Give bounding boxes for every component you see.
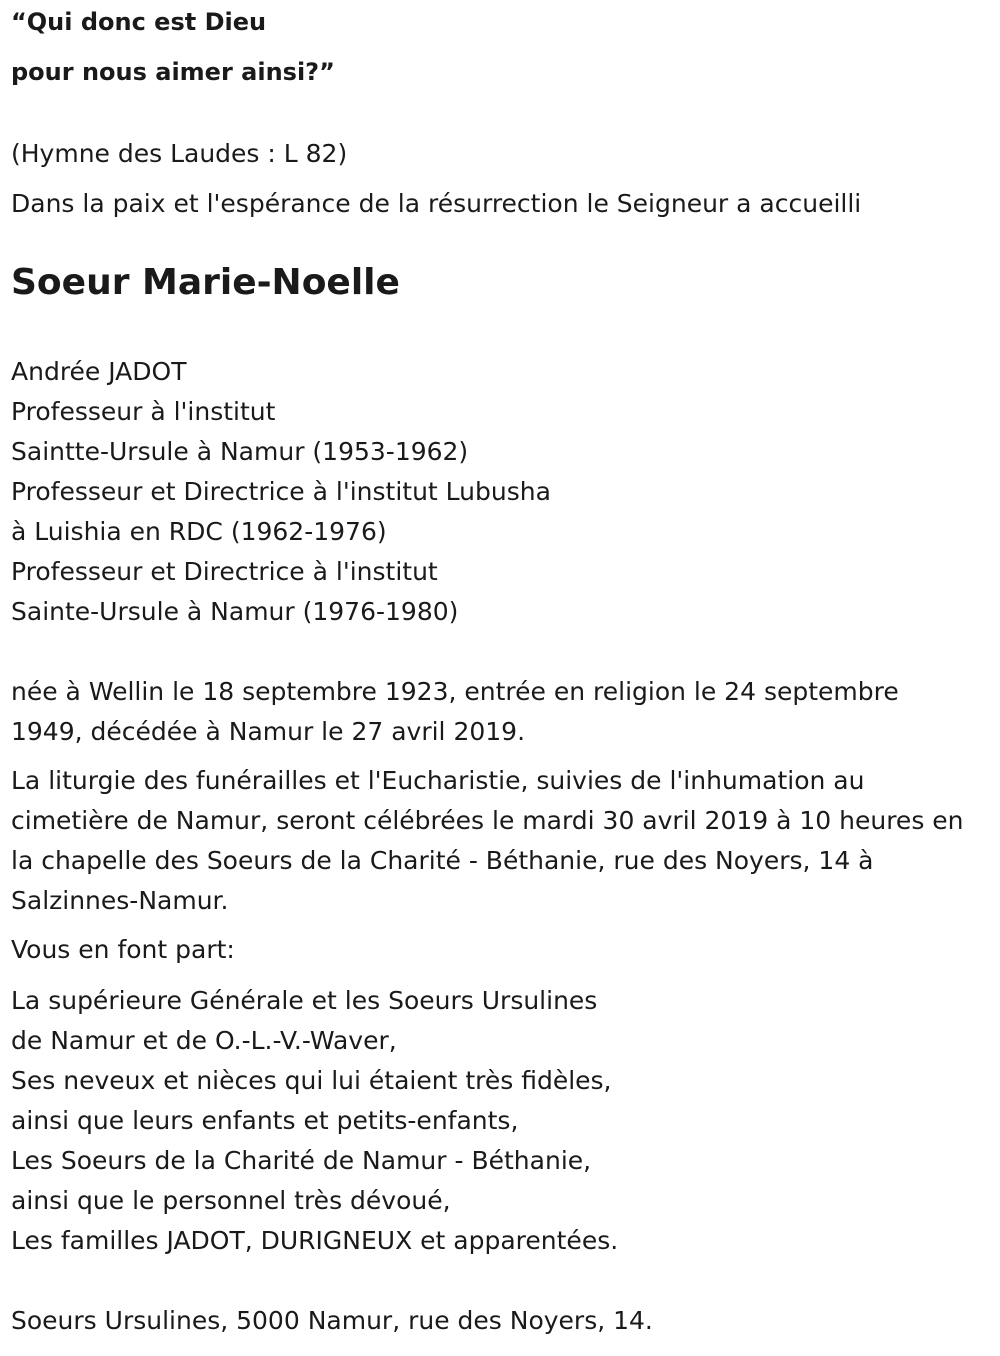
bio-line: à Luishia en RDC (1962-1976) (11, 517, 387, 546)
family-line: ainsi que leurs enfants et petits-enfants, (11, 1106, 519, 1135)
funeral-info: La liturgie des funérailles et l'Eucharistie, suivies de l'inhumation au cimetière de Namur, seront célébrées le mardi 30 avril 2019 à 10 heures en la chapelle des Soeurs de la Charité - Béthanie, rue des Noyers, 14 à Salzinnes-Namur. (11, 766, 964, 915)
contact-address: Soeurs Ursulines, 5000 Namur, rue des Noyers, 14. (11, 1306, 653, 1335)
quote-line-1: “Qui donc est Dieu (11, 8, 267, 36)
biography (11, 352, 551, 632)
family-list (11, 981, 618, 1261)
deceased-name: Soeur Marie-Noelle (11, 262, 400, 303)
bio-line: Andrée JADOT (11, 357, 187, 386)
family-line: Les Soeurs de la Charité de Namur - Béthanie, (11, 1146, 592, 1175)
family-line: ainsi que le personnel très dévoué, (11, 1186, 451, 1215)
family-line: de Namur et de O.-L.-V.-Waver, (11, 1026, 397, 1055)
family-line: La supérieure Générale et les Soeurs Ursulines (11, 986, 598, 1015)
bio-line: Professeur et Directrice à l'institut (11, 557, 438, 586)
quote-line-2: pour nous aimer ainsi?” (11, 58, 335, 86)
family-line: Ses neveux et nièces qui lui étaient très fidèles, (11, 1066, 612, 1095)
intro-text: Dans la paix et l'espérance de la résurrection le Seigneur a accueilli (11, 189, 862, 218)
bio-line: Sainte-Ursule à Namur (1976-1980) (11, 597, 459, 626)
bio-line: Professeur et Directrice à l'institut Lubusha (11, 477, 551, 506)
announcement-heading: Vous en font part: (11, 935, 235, 964)
bio-line: Professeur à l'institut (11, 397, 276, 426)
bio-line: Saintte-Ursule à Namur (1953-1962) (11, 437, 469, 466)
family-line: Les familles JADOT, DURIGNEUX et apparentées. (11, 1226, 619, 1255)
hymn-reference: (Hymne des Laudes : L 82) (11, 139, 348, 168)
birth-death-info: née à Wellin le 18 septembre 1923, entrée en religion le 24 septembre 1949, décédée à Namur le 27 avril 2019. (11, 677, 899, 746)
